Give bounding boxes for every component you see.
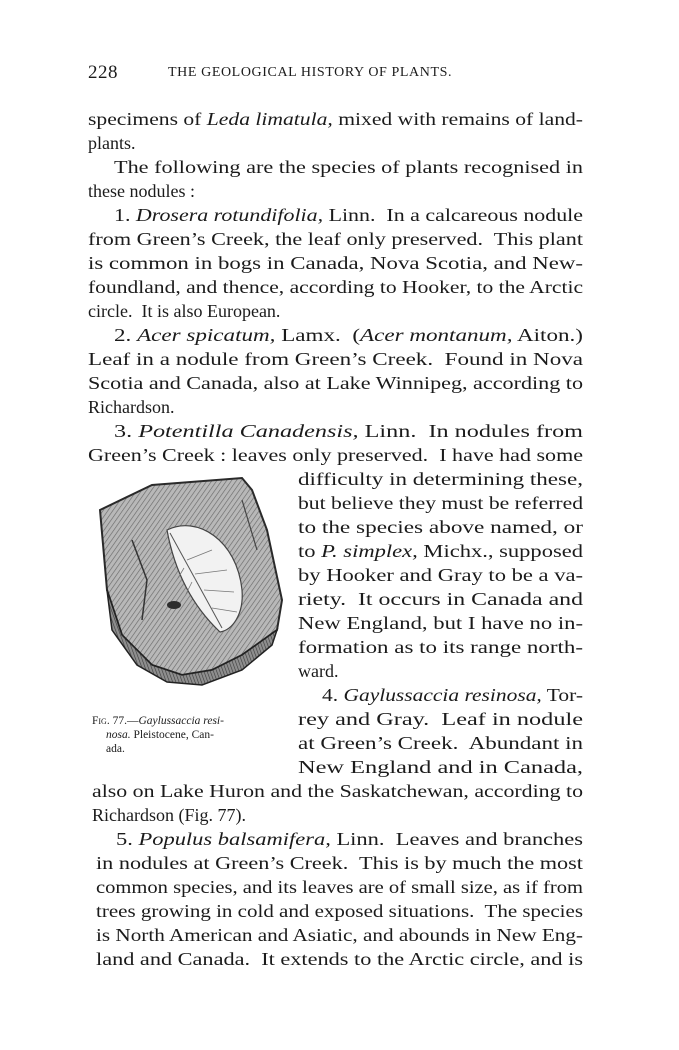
text-line: [0, 827, 679, 851]
caption-species: Gaylussaccia resi-: [138, 715, 224, 727]
italic-text: Drosera rotundifolia,: [135, 205, 324, 225]
italic-text: Acer montanum,: [360, 325, 513, 345]
text-segment: Richardson (Fig. 77).: [92, 805, 246, 825]
italic-text: Gaylussaccia resinosa,: [343, 685, 542, 705]
text-segment: riety. It occurs in Canada and: [298, 589, 583, 609]
text-line: [0, 803, 679, 827]
text-segment: trees growing in cold and exposed situations. The species: [96, 901, 583, 921]
text-segment: Aiton.): [512, 325, 583, 345]
italic-text: Populus balsamifera,: [138, 829, 331, 849]
text-segment: also on Lake Huron and the Saskatchewan, according to: [92, 781, 583, 801]
text-line: [0, 779, 679, 803]
text-segment: ward.: [298, 661, 339, 681]
text-segment: Richardson.: [88, 397, 175, 417]
italic-text: P. simplex,: [321, 541, 418, 561]
text-segment: these nodules :: [88, 181, 195, 201]
text-segment: Tor-: [541, 685, 583, 705]
text-line: [0, 107, 679, 131]
text-line: [0, 443, 679, 467]
text-segment: common species, and its leaves are of small size, as if from: [96, 877, 583, 897]
text-line: [0, 227, 679, 251]
text-line: [0, 419, 679, 443]
text-line: [0, 947, 679, 971]
text-segment: 3.: [114, 421, 139, 441]
text-line: [0, 923, 679, 947]
text-line: [0, 203, 679, 227]
text-segment: from Green’s Creek, the leaf only preserved. This plant: [88, 229, 583, 249]
text-line: [0, 179, 679, 203]
text-segment: rey and Gray. Leaf in nodule: [298, 709, 583, 729]
text-segment: by Hooker and Gray to be a va-: [298, 565, 583, 585]
text-segment: Michx., supposed: [417, 541, 583, 561]
text-segment: Lamx. (: [275, 325, 361, 345]
text-segment: Scotia and Canada, also at Lake Winnipeg, according to: [88, 373, 583, 393]
text-line: [0, 251, 679, 275]
text-segment: but believe they must be referred: [298, 493, 583, 513]
text-line: [0, 323, 679, 347]
italic-text: Acer spicatum,: [137, 325, 276, 345]
page-number: 228: [88, 62, 118, 83]
text-segment: land and Canada. It extends to the Arctic circle, and is: [96, 949, 583, 969]
text-line: [0, 131, 679, 155]
text-line: [0, 371, 679, 395]
text-segment: New England and in Canada,: [298, 757, 583, 777]
text-segment: formation as to its range north-: [298, 637, 583, 657]
text-segment: Linn. Leaves and branches: [330, 829, 583, 849]
text-segment: is North American and Asiatic, and abounds in New Eng-: [96, 925, 583, 945]
text-line: [0, 275, 679, 299]
text-segment: difficulty in determining these,: [298, 469, 583, 489]
caption-species-cont: nosa.: [106, 729, 131, 741]
text-segment: plants.: [88, 133, 136, 153]
italic-text: Potentilla Canadensis,: [138, 421, 359, 441]
text-line: [0, 899, 679, 923]
figure-77: [92, 470, 292, 710]
text-line: [0, 875, 679, 899]
text-line: [0, 299, 679, 323]
text-segment: in nodules at Green’s Creek. This is by much the most: [96, 853, 583, 873]
text-segment: Linn. In a calcareous nodule: [323, 205, 583, 225]
text-segment: Green’s Creek : leaves only preserved. I have had some: [88, 445, 583, 465]
text-line: [0, 395, 679, 419]
text-line: [0, 755, 679, 779]
text-segment: The following are the species of plants recognised in: [114, 157, 583, 177]
running-title: THE GEOLOGICAL HISTORY OF PLANTS.: [168, 65, 453, 80]
text-segment: 2.: [114, 325, 138, 345]
text-segment: New England, but I have no in-: [298, 613, 583, 633]
caption-text-cont: ada.: [106, 743, 125, 755]
text-segment: 4.: [322, 685, 344, 705]
text-line: [0, 731, 679, 755]
caption-label: Fig. 77.—: [92, 715, 139, 727]
text-segment: is common in bogs in Canada, Nova Scotia, and New-: [88, 253, 583, 273]
italic-text: Leda limatula,: [206, 109, 333, 129]
text-segment: foundland, and thence, according to Hooker, to the Arctic: [88, 277, 583, 297]
text-segment: circle. It is also European.: [88, 301, 281, 321]
text-line: [0, 851, 679, 875]
text-segment: 5.: [116, 829, 139, 849]
text-segment: at Green’s Creek. Abundant in: [298, 733, 583, 753]
caption-text: Pleistocene, Can-: [133, 729, 214, 741]
running-head: [88, 62, 583, 86]
text-segment: Linn. In nodules from: [358, 421, 583, 441]
text-segment: specimens of: [88, 109, 207, 129]
fossil-leaf-nodule-illustration: [92, 470, 292, 710]
text-segment: to: [298, 541, 322, 561]
text-line: [0, 347, 679, 371]
text-segment: to the species above named, or: [298, 517, 583, 537]
text-segment: mixed with remains of land-: [332, 109, 583, 129]
text-segment: Leaf in a nodule from Green’s Creek. Found in Nova: [88, 349, 583, 369]
text-segment: 1.: [114, 205, 136, 225]
text-line: [0, 155, 679, 179]
